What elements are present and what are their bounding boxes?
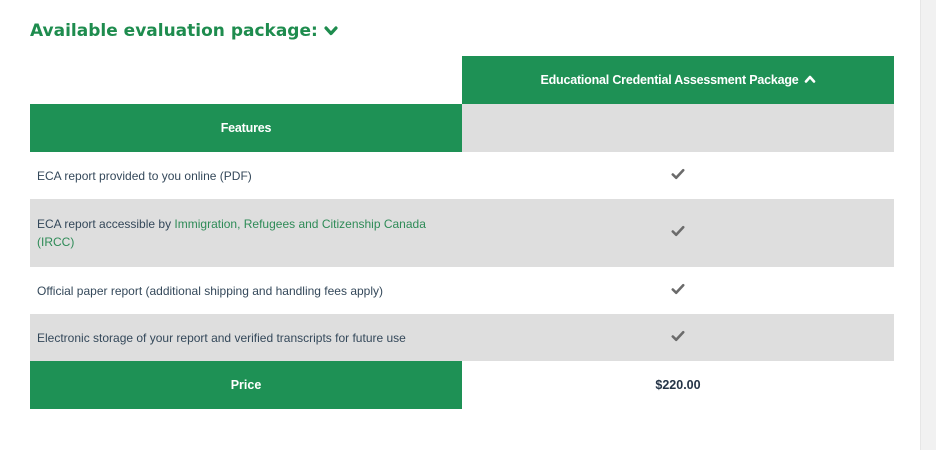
table-row bbox=[30, 267, 894, 314]
price-value-cell bbox=[462, 361, 894, 409]
header-spacer bbox=[30, 56, 462, 104]
features-header-row bbox=[30, 104, 894, 152]
heading-title: Available evaluation package: bbox=[30, 21, 318, 41]
package-column-header[interactable] bbox=[462, 56, 894, 104]
check-icon bbox=[671, 282, 685, 300]
feature-included-cell bbox=[462, 267, 894, 314]
ircc-link[interactable]: Immigration, Refugees and Citizenship Canada (IRCC) bbox=[37, 217, 426, 249]
feature-label bbox=[37, 215, 455, 251]
price-row bbox=[30, 361, 894, 409]
table-header-row bbox=[30, 56, 894, 104]
price-value: $220.00 bbox=[655, 378, 701, 392]
features-column-header bbox=[30, 104, 462, 152]
feature-text bbox=[30, 314, 462, 361]
feature-included-cell bbox=[462, 314, 894, 361]
feature-label-prefix: ECA report accessible by bbox=[37, 217, 175, 231]
feature-included-cell bbox=[462, 199, 894, 267]
feature-label: ECA report provided to you online (PDF) bbox=[37, 168, 252, 183]
chevron-down-icon[interactable] bbox=[324, 25, 338, 37]
feature-text bbox=[30, 199, 462, 267]
feature-text bbox=[30, 267, 462, 314]
evaluation-package-table bbox=[30, 56, 894, 409]
price-label: Price bbox=[230, 378, 262, 392]
table-row bbox=[30, 152, 894, 199]
price-label-cell bbox=[30, 361, 462, 409]
features-header-filler bbox=[462, 104, 894, 152]
feature-label: Official paper report (additional shipping and handling fees apply) bbox=[37, 283, 384, 298]
chevron-up-icon[interactable] bbox=[804, 73, 816, 87]
check-icon bbox=[671, 167, 685, 185]
feature-text bbox=[30, 152, 462, 199]
package-header-label: Educational Credential Assessment Package bbox=[540, 73, 799, 87]
check-icon bbox=[671, 329, 685, 347]
table-row bbox=[30, 199, 894, 267]
feature-label: Electronic storage of your report and verified transcripts for future use bbox=[37, 330, 406, 345]
features-header-label: Features bbox=[220, 121, 272, 135]
feature-included-cell bbox=[462, 152, 894, 199]
table-row bbox=[30, 314, 894, 361]
evaluation-package-heading[interactable] bbox=[30, 18, 338, 44]
page-scrollbar[interactable] bbox=[920, 0, 936, 450]
check-icon bbox=[671, 224, 685, 242]
